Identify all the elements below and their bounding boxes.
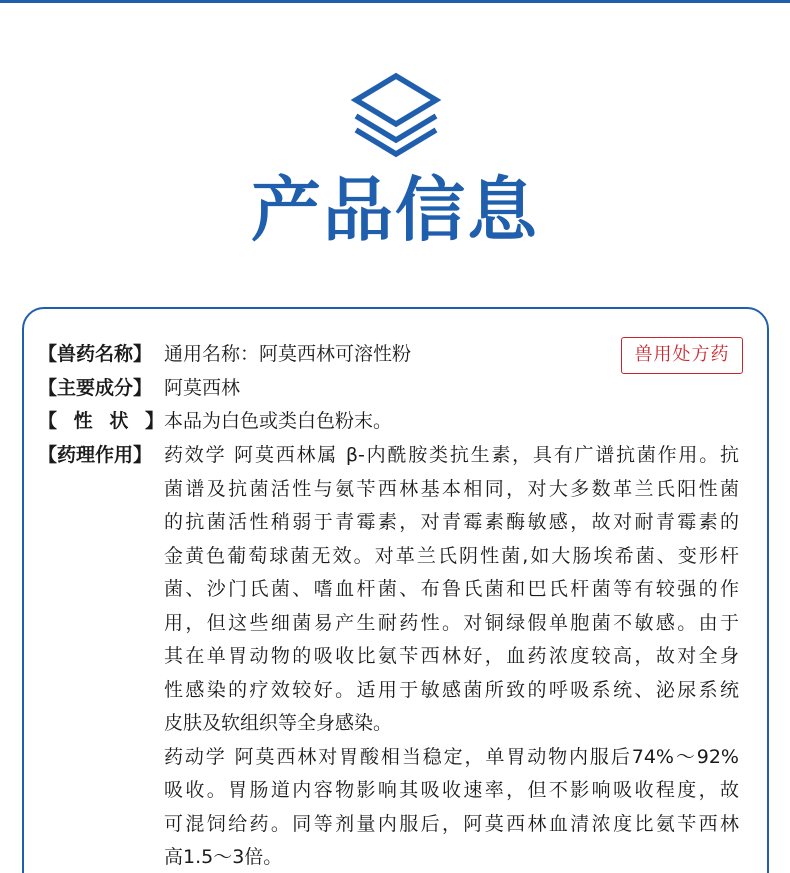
field-value: 通用名称：阿莫西林可溶性粉 — [164, 343, 412, 365]
text-line: 吸收。胃肠道内容物影响其吸收速率，但不影响吸收程度，故 — [164, 779, 739, 801]
text-line: 药效学 阿莫西林属 β-内酰胺类抗生素，具有广谱抗菌作用。抗 — [164, 444, 739, 466]
text-line: 高1.5～3倍。 — [164, 846, 283, 868]
field-label: 【兽药名称】 — [38, 343, 153, 365]
text-line: 可混饲给药。同等剂量内服后，阿莫西林血清浓度比氨苄西林 — [164, 812, 739, 835]
layers-icon — [350, 70, 442, 158]
field-label: 【 性 状 】 — [38, 410, 164, 432]
field-value: 阿莫西林 — [164, 377, 241, 399]
text-line: 用，但这些细菌易产生耐药性。对铜绿假单胞菌不敏感。由于 — [164, 611, 739, 634]
field-label: 【主要成分】 — [38, 377, 153, 399]
field-label: 【药理作用】 — [38, 444, 153, 466]
text-line: 菌谱及抗菌活性与氨苄西林基本相同，对大多数革兰氏阳性菌 — [164, 477, 739, 500]
text-line: 性感染的疗效较好。适用于敏感菌所致的呼吸系统、泌尿系统 — [164, 678, 739, 701]
text-line: 药动学 阿莫西林对胃酸相当稳定，单胃动物内服后74%～92% — [164, 745, 739, 768]
text-line: 皮肤及软组织等全身感染。 — [164, 712, 393, 734]
field-value: 本品为白色或类白色粉末。 — [164, 410, 393, 432]
text-line: 的抗菌活性稍弱于青霉素，对青霉素酶敏感，故对耐青霉素的 — [164, 511, 739, 533]
text-line: 菌、沙门氏菌、嗜血杆菌、布鲁氏菌和巴氏杆菌等有较强的作 — [164, 578, 739, 600]
pharmacology-text — [164, 439, 739, 873]
prescription-badge: 兽用处方药 — [621, 337, 743, 374]
page-title: 产品信息 — [251, 168, 539, 251]
top-accent-line — [0, 0, 790, 3]
text-line: 其在单胃动物的吸收比氨苄西林好，血药浓度较高，故对全身 — [164, 645, 739, 667]
text-line: 金黄色葡萄球菌无效。对革兰氏阴性菌,如大肠埃希菌、变形杆 — [164, 544, 739, 567]
